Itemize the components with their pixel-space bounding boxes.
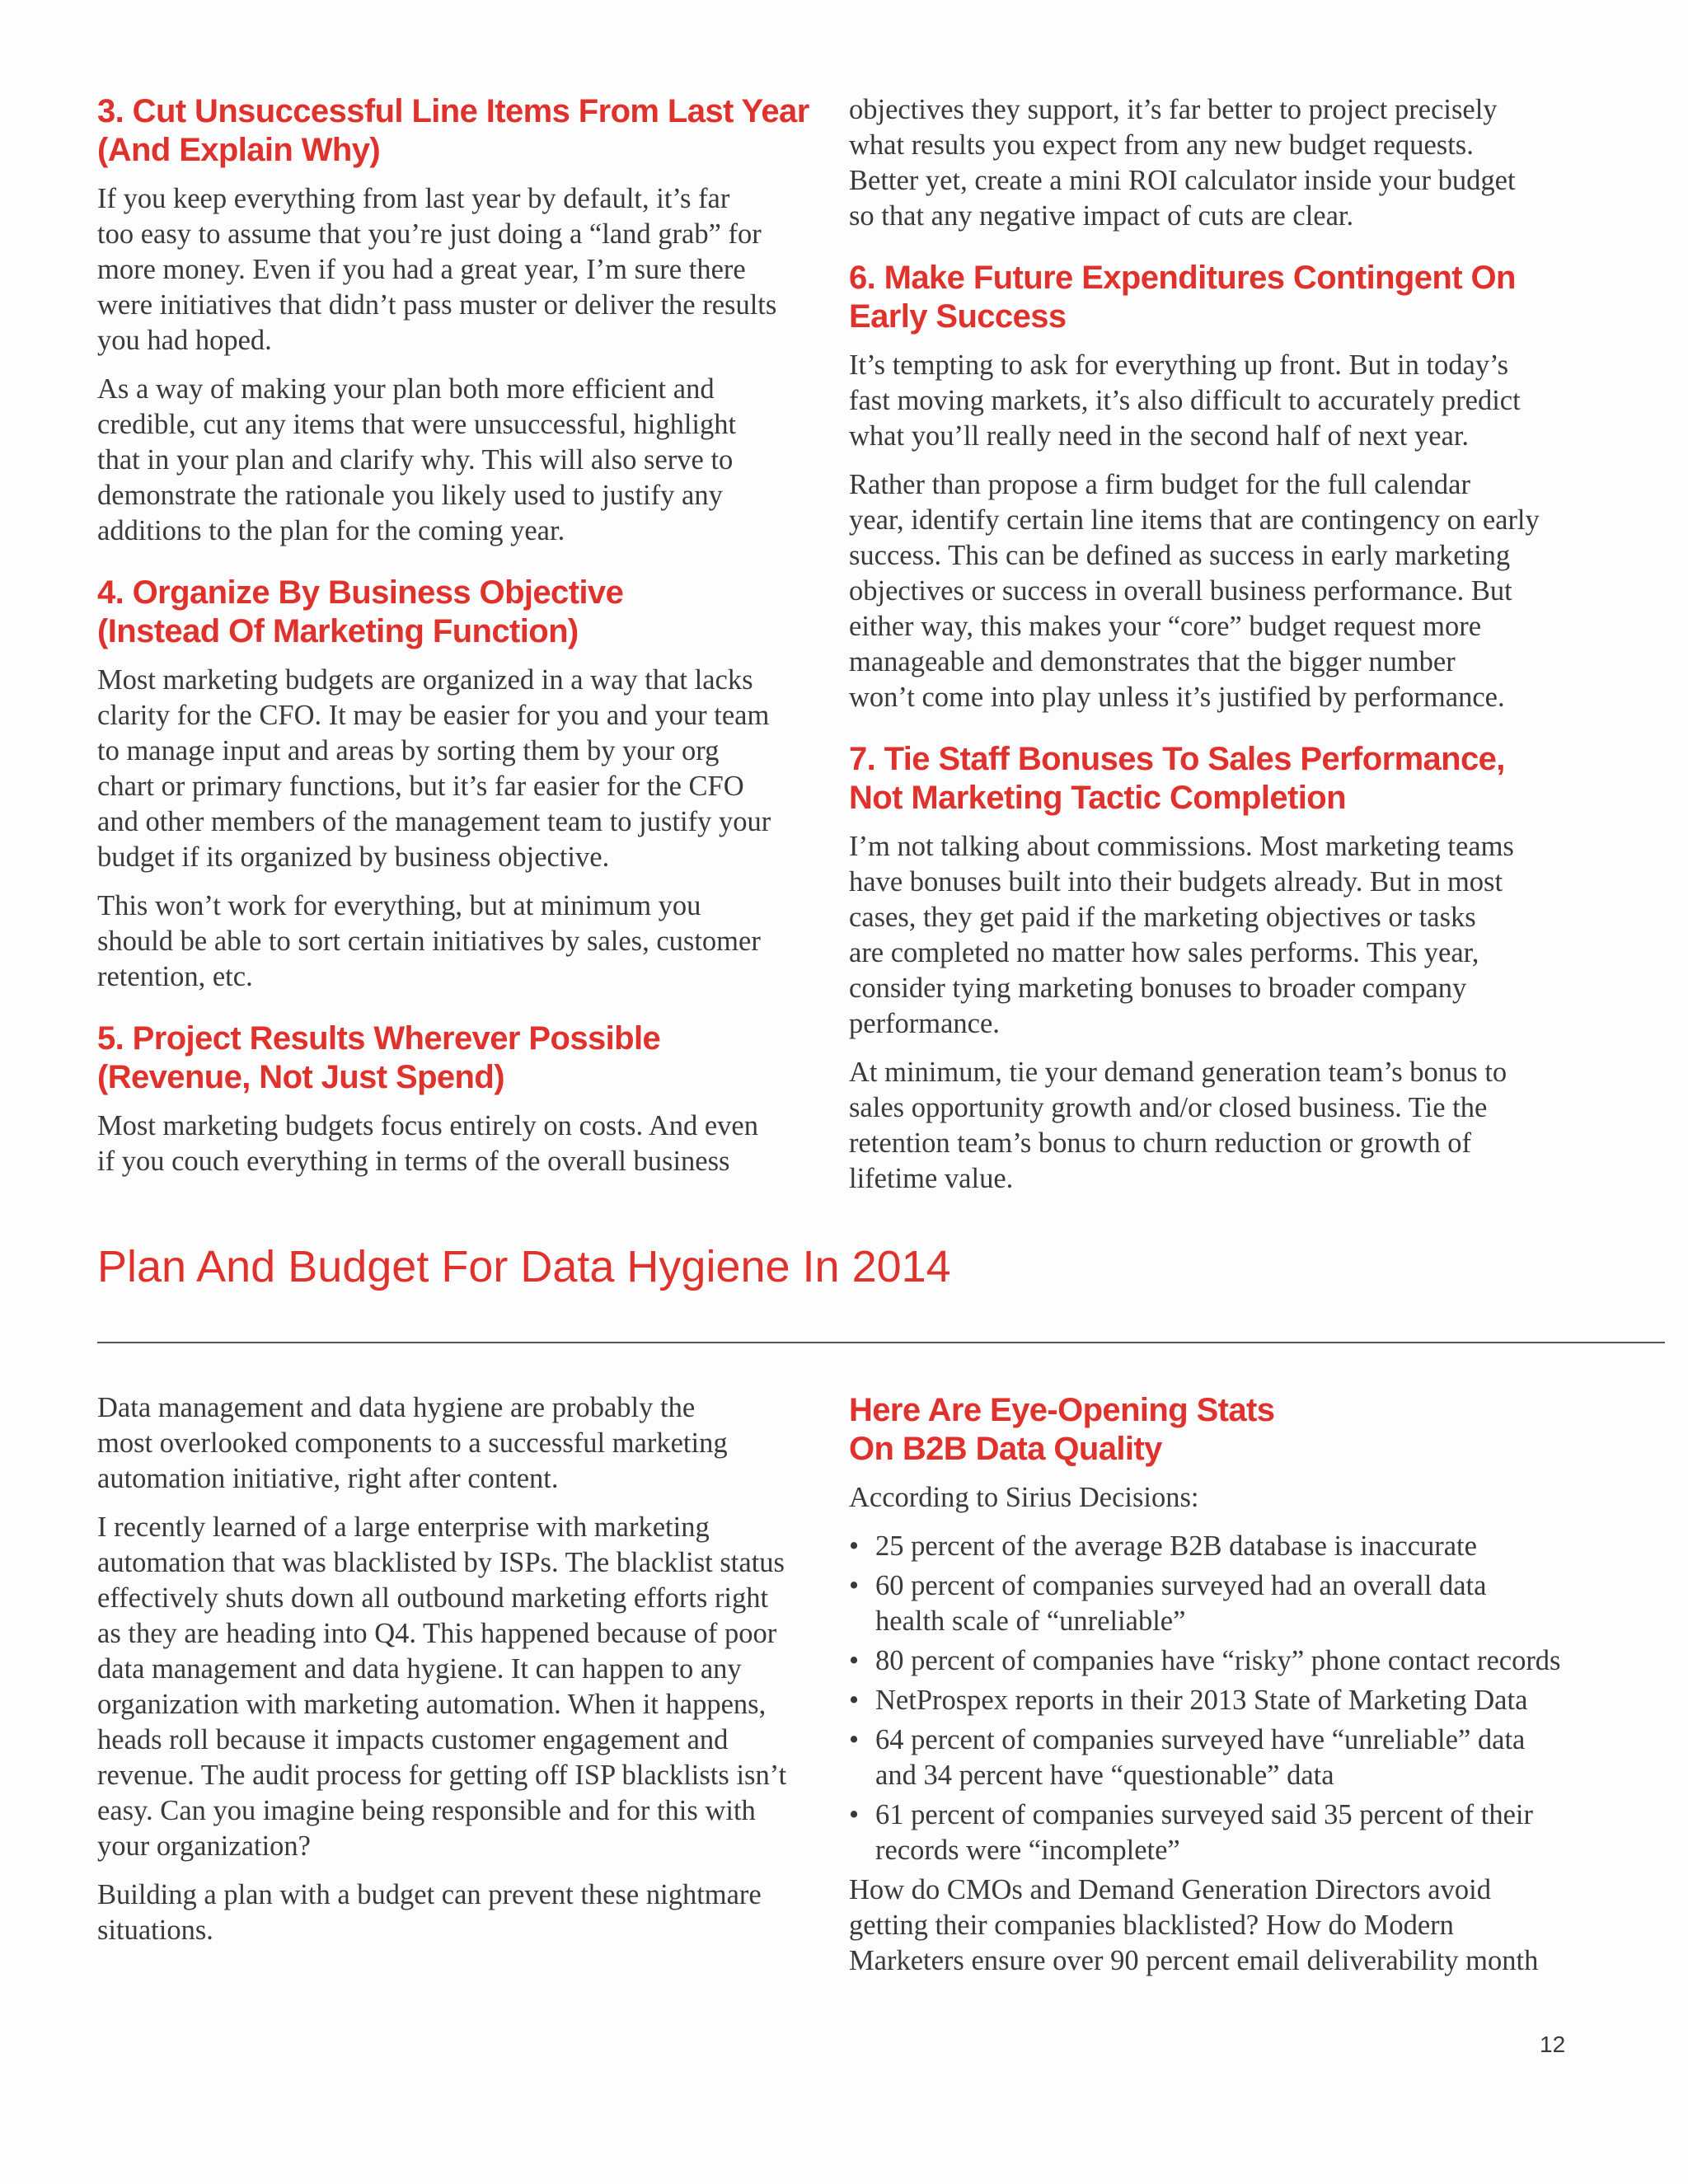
list-item: • 60 percent of companies surveyed had an overall data health scale of “unreliable” — [849, 1568, 1673, 1639]
list-item: • NetProspex reports in their 2013 State of Marketing Data — [849, 1683, 1673, 1718]
section-6-paragraph-1: It’s tempting to ask for everything up front. But in today’s fast moving markets, it’s also difficult to accurately predict what you’ll really need in the second half of next year. — [849, 349, 1521, 452]
section-7-paragraph-1: I’m not talking about commissions. Most marketing teams have bonuses built into their budgets already. But in most cases, they get paid if the marketing objectives or tasks are completed no matter how sales performs. This year, consider tying marketing bonuses to broader company performance. — [849, 831, 1514, 1039]
stats-intro: According to Sirius Decisions: — [849, 1482, 1199, 1513]
page-number: 12 — [1540, 2032, 1566, 2057]
section-4-paragraph-1: Most marketing budgets are organized in a way that lacks clarity for the CFO. It may be easier for you and your team to manage input and areas by sorting them by your org chart or primary functions, but it’s far easier for the CFO and other members of the management team to justify your budget if its organized by business objective. — [97, 664, 771, 873]
section-divider — [97, 1342, 1665, 1343]
right-column-top — [849, 92, 1673, 1210]
section-6-heading: 6. Make Future Expenditures Contingent On Early Success — [849, 260, 1516, 335]
section-5-paragraph-1-continued: objectives they support, it’s far better to project precisely what results you expect from any new budget requests. Better yet, create a mini ROI calculator inside your budget so that any negative impact of cuts are clear. — [849, 94, 1516, 232]
section-3-heading: 3. Cut Unsuccessful Line Items From Last Year (And Explain Why) — [97, 93, 809, 168]
section-7-paragraph-2: At minimum, tie your demand generation team’s bonus to sales opportunity growth and/or closed business. Tie the retention team’s bonus to churn reduction or growth of lifetime value. — [849, 1057, 1507, 1194]
section-5-paragraph-1: Most marketing budgets focus entirely on costs. And even if you couch everything in terms of the overall business — [97, 1110, 758, 1177]
list-item: • 64 percent of companies surveyed have “unreliable” data and 34 percent have “questionable” data — [849, 1722, 1673, 1793]
data-hygiene-paragraph-2: I recently learned of a large enterprise with marketing automation that was blacklisted by ISPs. The blacklist status effectively shuts down all outbound marketing efforts right as they are heading into Q4. This happened because of poor data management and data hygiene. It can happen to any organization with marketing automation. When it happens, heads roll because it impacts customer engagement and revenue. The audit process for getting off ISP blacklists isn’t easy. Can you imagine being responsible and for this with your organization? — [97, 1511, 787, 1862]
section-7-heading: 7. Tie Staff Bonuses To Sales Performance, Not Marketing Tactic Completion — [849, 741, 1505, 816]
data-hygiene-paragraph-3: Building a plan with a budget can prevent these nightmare situations. — [97, 1879, 762, 1946]
section-4-heading: 4. Organize By Business Objective (Instead Of Marketing Function) — [97, 574, 624, 649]
data-hygiene-paragraph-1: Data management and data hygiene are probably the most overlooked components to a successful marketing automation initiative, right after content. — [97, 1392, 728, 1494]
right-column-bottom — [849, 1391, 1673, 1992]
section-3-paragraph-2: As a way of making your plan both more efficient and credible, cut any items that were unsuccessful, highlight that in your plan and clarify why. This will also serve to demonstrate the rationale you likely used to justify any additions to the plan for the coming year. — [97, 373, 737, 546]
left-column-bottom — [97, 1390, 839, 1961]
section-4-paragraph-2: This won’t work for everything, but at minimum you should be able to sort certain initiatives by sales, customer retention, etc. — [97, 890, 761, 992]
left-column-top — [97, 92, 839, 1193]
section-6-paragraph-2: Rather than propose a firm budget for the full calendar year, identify certain line items that are contingency on early success. This can be defined as success in early marketing objectives or success in overall business performance. But either way, this makes your “core” budget request more manageable and demonstrates that the bigger number won’t come into play unless it’s justified by performance. — [849, 469, 1540, 713]
list-item: • 61 percent of companies surveyed said 35 percent of their records were “incomplete” — [849, 1797, 1673, 1868]
stats-list — [849, 1529, 1673, 1868]
section-3-paragraph-1: If you keep everything from last year by default, it’s far too easy to assume that you’re just doing a “land grab” for more money. Even if you had a great year, I’m sure there were initiatives that didn’t pass muster or deliver the results you had hoped. — [97, 183, 777, 356]
section-5-heading: 5. Project Results Wherever Possible (Revenue, Not Just Spend) — [97, 1020, 661, 1095]
list-item: • 25 percent of the average B2B database is inaccurate — [849, 1529, 1673, 1564]
list-item: • 80 percent of companies have “risky” phone contact records — [849, 1643, 1673, 1679]
data-hygiene-section-title: Plan And Budget For Data Hygiene In 2014 — [97, 1242, 951, 1291]
stats-outro: How do CMOs and Demand Generation Directors avoid getting their companies blacklisted? How do Modern Marketers ensure over 90 percent email deliverability month — [849, 1874, 1539, 1976]
stats-heading: Here Are Eye-Opening Stats On B2B Data Quality — [849, 1392, 1275, 1467]
